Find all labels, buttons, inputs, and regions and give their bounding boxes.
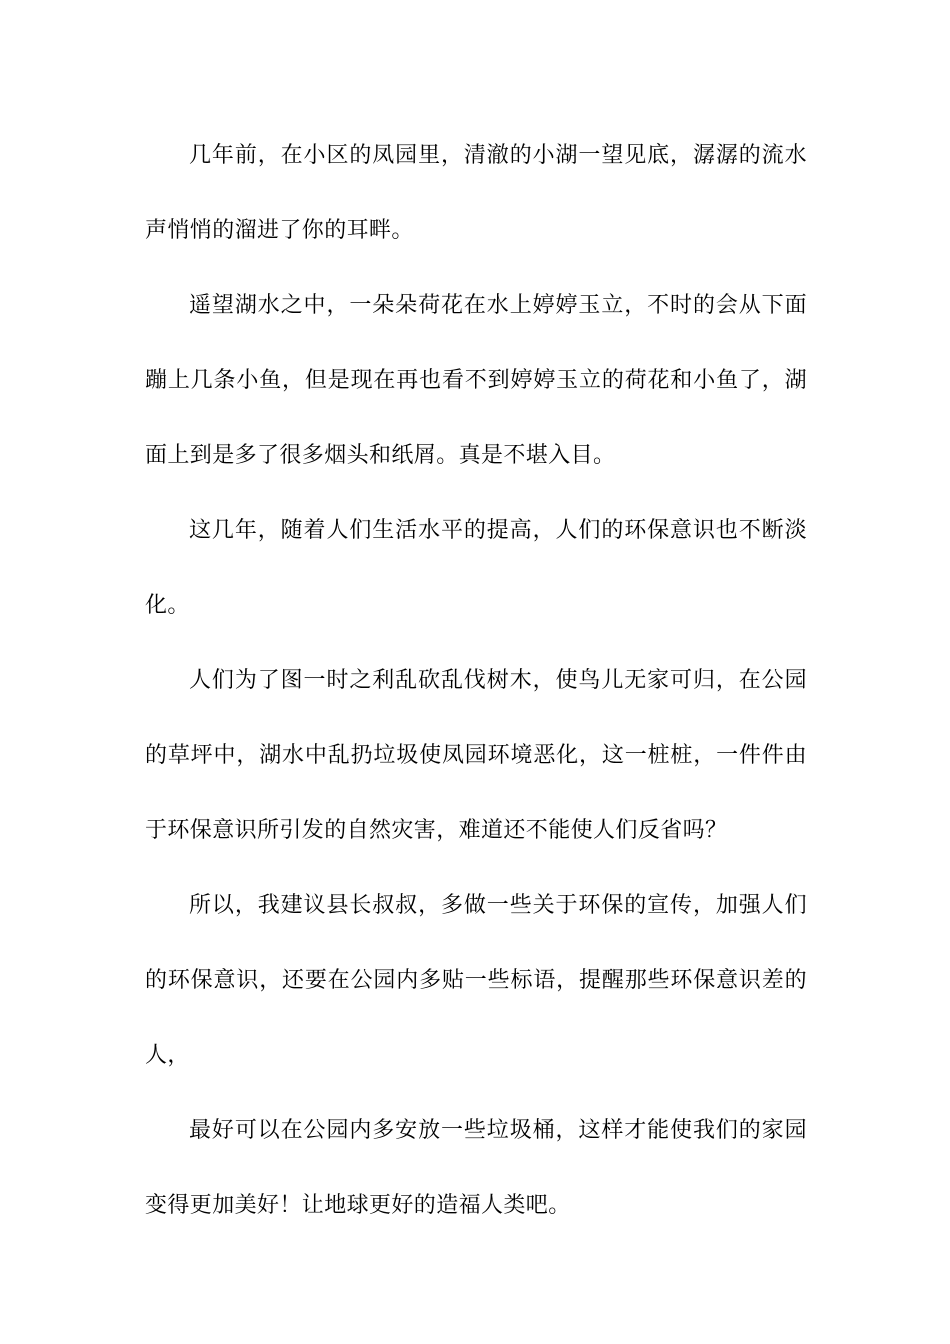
paragraph-6: 最好可以在公园内多安放一些垃圾桶，这样才能使我们的家园变得更加美好！让地球更好的造福人类吧。 xyxy=(145,1118,807,1218)
paragraph-2: 遥望湖水之中，一朵朵荷花在水上婷婷玉立，不时的会从下面蹦上几条小鱼，但是现在再也看不到婷婷玉立的荷花和小鱼了，湖面上到是多了很多烟头和纸屑。真是不堪入目。 xyxy=(145,293,807,468)
paragraph-3: 这几年，随着人们生活水平的提高，人们的环保意识也不断淡化。 xyxy=(145,518,807,618)
paragraph-5: 所以，我建议县长叔叔，多做一些关于环保的宣传，加强人们的环保意识，还要在公园内多贴一些标语，提醒那些环保意识差的人， xyxy=(145,893,807,1068)
paragraph-1: 几年前，在小区的凤园里，清澈的小湖一望见底，潺潺的流水声悄悄的溜进了你的耳畔。 xyxy=(145,143,807,243)
paragraph-4: 人们为了图一时之利乱砍乱伐树木，使鸟儿无家可归，在公园的草坪中，湖水中乱扔垃圾使凤园环境恶化，这一桩桩，一件件由于环保意识所引发的自然灾害，难道还不能使人们反省吗？ xyxy=(145,668,807,843)
document-body xyxy=(145,118,807,1243)
